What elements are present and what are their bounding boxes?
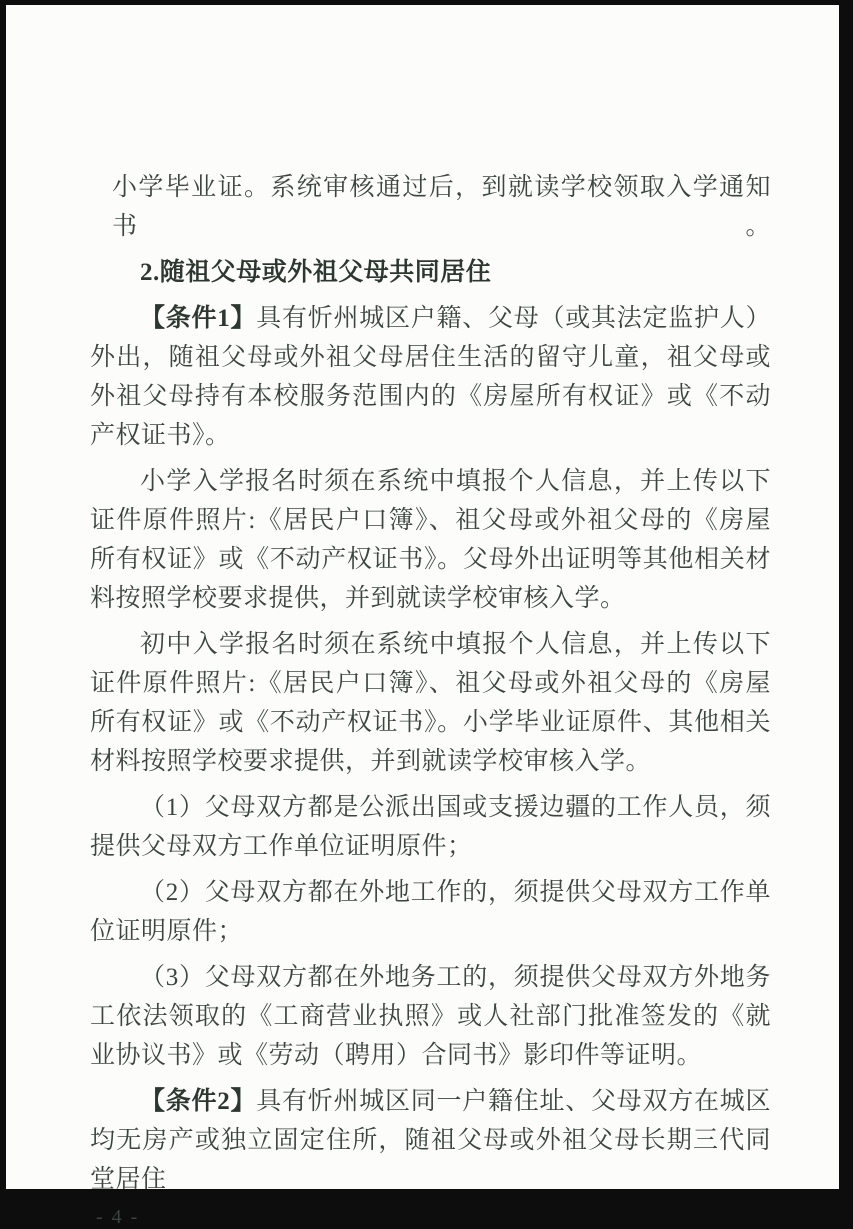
condition2-label: 【条件2】 [140,1088,257,1115]
condition1-label: 【条件1】 [140,305,257,332]
paragraph-condition1 [90,299,771,455]
condition1-text: 具有忻州城区户籍、父母（或其法定监护人）外出，随祖父母或外祖父母居住生活的留守儿童，祖父母或外祖父母持有本校服务范围内的《房屋所有权证》或《不动产权证书》。 [90,305,771,449]
document-page [6,5,839,1228]
paragraph-condition2 [90,1082,771,1199]
page-number: - 4 - [96,1206,140,1228]
paragraph-middle-school: 初中入学报名时须在系统中填报个人信息，并上传以下证件原件照片:《居民户口簿》、祖父母或外祖父母的《房屋所有权证》或《不动产权证书》。小学毕业证原件、其他相关材料按照学校要求提供，并到就读学校审核入学。 [90,631,771,775]
document-body [90,168,771,1199]
section-heading: 2.随祖父母或外祖父母共同居住 [140,259,492,286]
paragraph-continuation: 小学毕业证。系统审核通过后，到就读学校领取入学通知书。 [112,174,771,240]
list-item-3: （3）父母双方都在外地务工的，须提供父母双方外地务工依法领取的《工商营业执照》或人社部门批准签发的《就业协议书》或《劳动（聘用）合同书》影印件等证明。 [90,964,771,1069]
list-item-2: （2）父母双方都在外地工作的，须提供父母双方工作单位证明原件； [90,879,771,945]
condition2-text: 具有忻州城区同一户籍住址、父母双方在城区均无房产或独立固定住所，随祖父母或外祖父母长期三代同堂居住 [90,1088,771,1193]
paragraph-primary-school: 小学入学报名时须在系统中填报个人信息，并上传以下证件原件照片:《居民户口簿》、祖父母或外祖父母的《房屋所有权证》或《不动产权证书》。父母外出证明等其他相关材料按照学校要求提供，并到就读学校审核入学。 [90,468,771,612]
list-item-1: （1）父母双方都是公派出国或支援边疆的工作人员，须提供父母双方工作单位证明原件； [90,794,771,860]
